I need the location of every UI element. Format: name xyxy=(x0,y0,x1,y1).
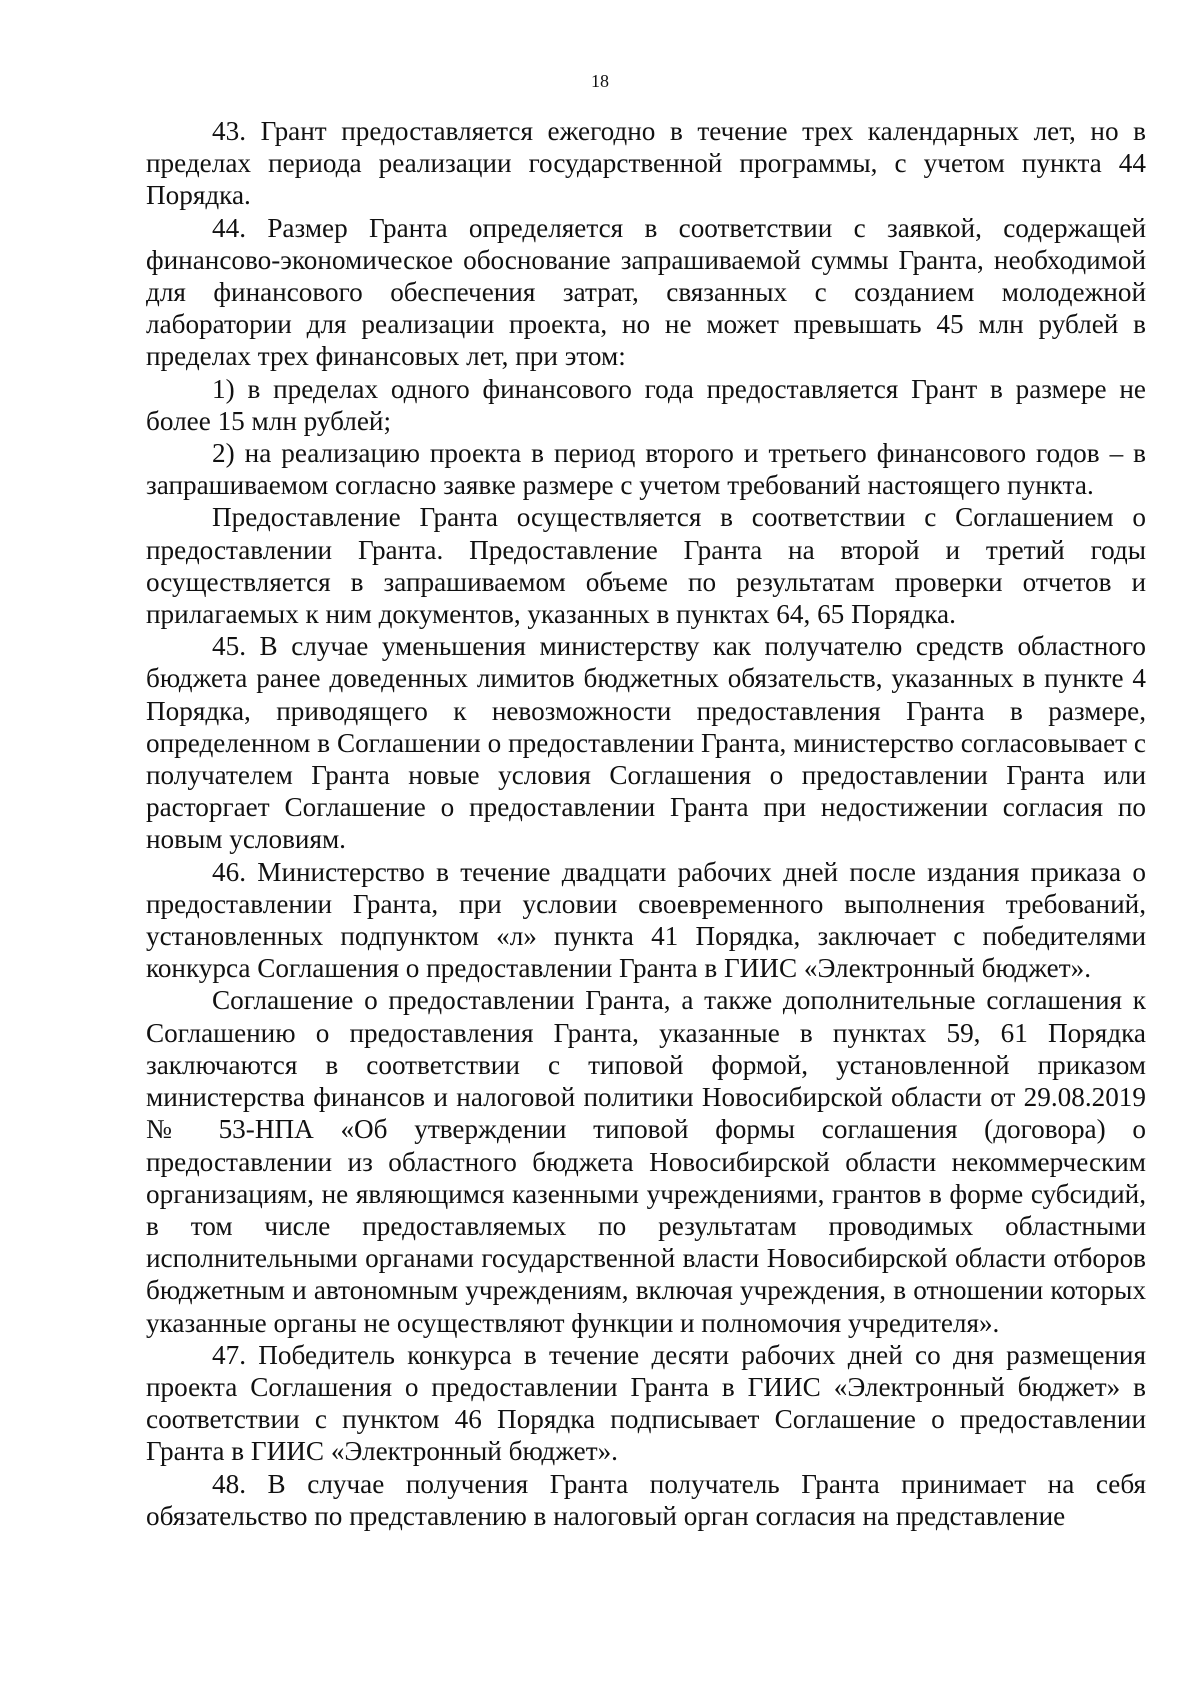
paragraph-grant-provision: Предоставление Гранта осуществляется в соответствии с Соглашением о предоставлении Гранта. Предоставление Гранта на второй и третий годы осуществляется в запрашиваемом объеме по результатам проверки отчетов и прилагаемых к ним документов, указанных в пунктах 64, 65 Порядка. xyxy=(146,502,1146,630)
paragraph-46: 46. Министерство в течение двадцати рабочих дней после издания приказа о предоставлении Гранта, при условии своевременного выполнения требований, установленных подпунктом «л» пункта 41 Порядка, заключает с победителями конкурса Соглашения о предоставлении Гранта в ГИИС «Электронный бюджет». xyxy=(146,856,1146,984)
paragraph-45: 45. В случае уменьшения министерству как получателю средств областного бюджета ранее доведенных лимитов бюджетных обязательств, указанных в пункте 4 Порядка, приводящего к невозможности предоставления Гранта в размере, определенном в Соглашении о предоставлении Гранта, министерство согласовывает с получателем Гранта новые условия Соглашения о предоставлении Гранта или расторгает Соглашение о предоставлении Гранта при недостижении согласия по новым условиям. xyxy=(146,631,1146,855)
paragraph-agreement-form: Соглашение о предоставлении Гранта, а также дополнительные соглашения к Соглашению о предоставления Гранта, указанные в пунктах 59, 61 Порядка заключаются в соответствии с типовой формой, установленной приказом министерства финансов и налоговой политики Новосибирской области от 29.08.2019 № 53-НПА «Об утверждении типовой формы соглашения (договора) о предоставлении из областного бюджета Новосибирской области некоммерческим организациям, не являющимся казенными учреждениями, грантов в форме субсидий, в том числе предоставляемых по результатам проводимых областными исполнительными органами государственной власти Новосибирской области отборов бюджетным и автономным учреждениям, включая учреждения, в отношении которых указанные органы не осуществляют функции и полномочия учредителя». xyxy=(146,985,1146,1338)
paragraph-43: 43. Грант предоставляется ежегодно в течение трех календарных лет, но в пределах периода реализации государственной программы, с учетом пункта 44 Порядка. xyxy=(146,116,1146,211)
document-body xyxy=(146,115,1146,1532)
paragraph-44: 44. Размер Гранта определяется в соответствии с заявкой, содержащей финансово-экономическое обоснование запрашиваемой суммы Гранта, необходимой для финансового обеспечения затрат, связанных с созданием молодежной лаборатории для реализации проекта, но не может превышать 45 млн рублей в пределах трех финансовых лет, при этом: xyxy=(146,212,1146,372)
paragraph-44-item-1: 1) в пределах одного финансового года предоставляется Грант в размере не более 15 млн рублей; xyxy=(146,373,1146,436)
page-number: 18 xyxy=(591,71,609,91)
paragraph-47: 47. Победитель конкурса в течение десяти рабочих дней со дня размещения проекта Соглашения о предоставлении Гранта в ГИИС «Электронный бюджет» в соответствии с пунктом 46 Порядка подписывает Соглашение о предоставлении Гранта в ГИИС «Электронный бюджет». xyxy=(146,1339,1146,1467)
paragraph-44-item-2: 2) на реализацию проекта в период второго и третьего финансового годов – в запрашиваемом согласно заявке размере с учетом требований настоящего пункта. xyxy=(146,438,1146,501)
paragraph-48: 48. В случае получения Гранта получатель Гранта принимает на себя обязательство по представлению в налоговый орган согласия на представление xyxy=(146,1468,1146,1531)
